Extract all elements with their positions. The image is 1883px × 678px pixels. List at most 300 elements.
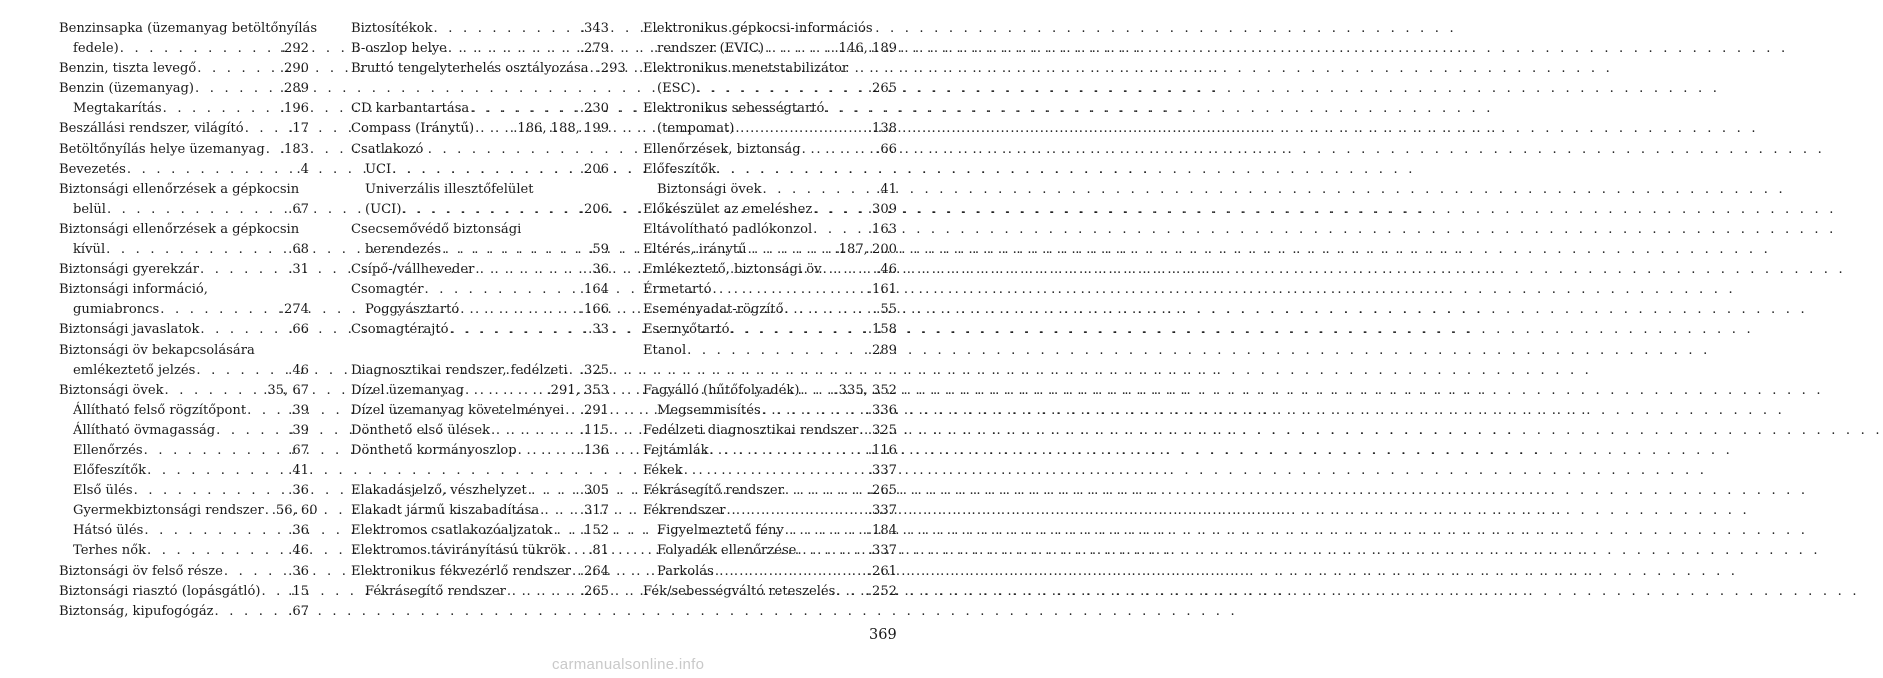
- index-entry: [643, 300, 897, 320]
- entry-text: UCI: [365, 161, 392, 177]
- index-subentry: [59, 99, 309, 119]
- index-subentry: [351, 300, 609, 320]
- index-subentry: [643, 119, 897, 139]
- dot-leader: [729, 320, 867, 340]
- index-entry: [643, 582, 897, 602]
- entry-page-ref: .309: [867, 201, 897, 217]
- entry-text: Fékek: [643, 463, 683, 479]
- dot-leader: [424, 280, 580, 300]
- index-subentry: [643, 39, 897, 59]
- entry-page-ref: .66: [876, 141, 897, 157]
- entry-text: Ellenőrzés: [73, 442, 143, 458]
- index-subentry: [59, 300, 309, 320]
- entry-text: Emlékeztető, biztonsági öv: [643, 262, 822, 278]
- entry-page-ref: .230: [579, 101, 609, 117]
- index-entry: [351, 19, 609, 39]
- entry-page-ref: .39: [288, 422, 309, 438]
- entry-text: Elektromos távirányítású tükrök: [351, 543, 566, 559]
- entry-text: (ESC): [657, 81, 696, 97]
- entry-text: Fedélzeti diagnosztikai rendszer: [643, 422, 859, 438]
- entry-text: Fékrásegítő rendszer: [365, 583, 506, 599]
- entry-text: Biztonsági öv felső része: [59, 563, 223, 579]
- entry-page-ref: .67: [288, 442, 309, 458]
- dot-leader: [133, 481, 289, 501]
- index-entry: [59, 381, 309, 401]
- entry-page-ref: .36: [588, 262, 609, 278]
- dot-leader: [447, 39, 580, 59]
- index-heading: Elektronikus menetstabilizátor: [643, 61, 849, 77]
- index-subentry: [643, 180, 897, 200]
- index-subentry: [643, 521, 897, 541]
- entry-page-ref: .184: [867, 523, 897, 539]
- dot-leader: [433, 19, 580, 39]
- entry-page-ref: .33: [588, 322, 609, 338]
- entry-text: Biztonság, kipufogógáz: [59, 603, 214, 619]
- index-entry: [351, 260, 609, 280]
- dot-leader: [474, 260, 588, 280]
- dot-leader: [696, 79, 868, 99]
- index-subentry: [59, 401, 309, 421]
- entry-text: (UCI): [365, 201, 402, 217]
- dot-leader: [260, 582, 288, 602]
- entry-text: (tempomat): [657, 121, 735, 137]
- entry-text: gumiabroncs: [73, 302, 160, 318]
- index-subentry: [59, 461, 309, 481]
- dot-leader: [571, 562, 580, 582]
- dot-leader: [711, 280, 867, 300]
- index-entry: [351, 401, 609, 421]
- index-column-3: [643, 19, 897, 602]
- index-entry: [351, 119, 609, 139]
- index-entry: [351, 441, 609, 461]
- index-entry: [59, 320, 309, 340]
- index-heading: Biztonsági ellenőrzések a gépkocsin: [59, 221, 300, 237]
- watermark: carmanualsonline.info: [552, 656, 705, 673]
- entry-text: Gyermekbiztonsági rendszer: [73, 503, 264, 519]
- index-entry: [351, 99, 609, 119]
- index-subentry: [59, 39, 309, 59]
- index-heading: Előfeszítők: [643, 161, 717, 177]
- dot-leader: [264, 501, 272, 521]
- entry-text: belül: [73, 201, 106, 217]
- entry-text: Megsemmisítés: [657, 402, 761, 418]
- entry-text: Csípő-/vállheveder: [351, 262, 475, 278]
- index-subentry: [643, 79, 897, 99]
- index-heading: Csecsemővédő biztonsági: [351, 221, 522, 237]
- entry-text: berendezés: [365, 242, 442, 258]
- entry-text: Poggyásztartó: [365, 302, 460, 318]
- entry-page-ref: .56, 60: [271, 503, 318, 519]
- dot-leader: [764, 39, 834, 59]
- entry-page-ref: .274: [279, 302, 309, 318]
- entry-page-ref: .335, 352: [834, 382, 897, 398]
- dot-leader: [784, 481, 868, 501]
- index-entry: [643, 260, 897, 280]
- dot-leader: [441, 240, 588, 260]
- section-gap: [643, 361, 897, 381]
- entry-text: Benzin (üzemanyag): [59, 81, 195, 97]
- index-heading: Biztonsági öv bekapcsolására: [59, 342, 255, 358]
- entry-text: Csomagtér: [351, 282, 424, 298]
- entry-page-ref: .183: [279, 141, 309, 157]
- entry-page-ref: .41: [876, 181, 897, 197]
- entry-page-ref: .343: [579, 21, 609, 36]
- index-entry: [351, 521, 609, 541]
- dot-leader: [194, 79, 280, 99]
- dot-leader: [734, 119, 867, 139]
- entry-text: Betöltőnyílás helye üzemanyag: [59, 141, 265, 157]
- entry-page-ref: .337: [867, 503, 897, 519]
- dot-leader: [761, 401, 868, 421]
- entry-text: emlékeztető jelzés: [73, 362, 196, 378]
- entry-text: Eseményadat-rögzítő: [643, 302, 784, 318]
- entry-page-ref: .163: [867, 221, 897, 237]
- dot-leader: [714, 562, 868, 582]
- entry-page-ref: .196: [279, 101, 309, 117]
- entry-page-ref: .305: [579, 483, 609, 499]
- dot-leader: [119, 39, 280, 59]
- dot-leader: [214, 602, 289, 622]
- dot-leader: [265, 140, 280, 160]
- entry-text: Fék/sebességváltó reteszelés: [643, 583, 836, 599]
- index-entry: [351, 562, 609, 582]
- dot-leader: [539, 501, 580, 521]
- page-number: 369: [869, 627, 897, 643]
- index-subentry: [59, 541, 309, 561]
- index-entry: [59, 602, 309, 622]
- index-entry: [351, 39, 609, 59]
- dot-leader: [801, 140, 877, 160]
- entry-page-ref: .17: [288, 121, 309, 137]
- entry-text: Esernyőtartó: [643, 322, 730, 338]
- entry-page-ref: .290: [279, 61, 309, 77]
- entry-page-ref: .336: [867, 402, 897, 418]
- entry-text: Fejtámlák: [643, 442, 709, 458]
- entry-page-ref: .291, 353: [546, 382, 609, 398]
- dot-leader: [589, 59, 597, 79]
- entry-page-ref: .67: [288, 603, 309, 619]
- index-column-2: [351, 19, 626, 602]
- index-entry: [351, 320, 609, 340]
- entry-text: Eltérés, iránytű: [643, 242, 747, 258]
- dot-leader: [527, 481, 580, 501]
- dot-leader: [105, 240, 288, 260]
- entry-text: Etanol: [643, 342, 687, 358]
- entry-page-ref: .279: [579, 41, 609, 57]
- entry-text: Fékrásegítő rendszer: [643, 483, 784, 499]
- index-entry: [643, 381, 897, 401]
- dot-leader: [246, 401, 288, 421]
- entry-page-ref: .293: [596, 61, 626, 77]
- index-entry: [643, 220, 897, 240]
- entry-text: Dízel üzemanyag: [351, 382, 465, 398]
- section-gap: [351, 79, 609, 99]
- entry-page-ref: .116: [867, 442, 897, 458]
- index-heading: Csatlakozó: [351, 141, 424, 157]
- index-entry: [351, 421, 609, 441]
- index-entry: [351, 541, 609, 561]
- entry-page-ref: .15: [288, 583, 309, 599]
- dot-leader: [747, 240, 835, 260]
- section-gap: [351, 341, 609, 361]
- entry-text: Biztonsági javaslatok: [59, 322, 200, 338]
- entry-text: Elektromos csatlakozóaljzatok: [351, 523, 553, 539]
- entry-page-ref: .325: [579, 362, 609, 378]
- index-subentry: [643, 401, 897, 421]
- dot-leader: [449, 320, 589, 340]
- dot-leader: [215, 421, 288, 441]
- entry-text: Első ülés: [73, 483, 133, 499]
- index-entry: [643, 240, 897, 260]
- entry-page-ref: .261: [867, 563, 897, 579]
- dot-leader: [464, 381, 547, 401]
- entry-page-ref: .289: [867, 342, 897, 358]
- dot-leader: [159, 300, 280, 320]
- index-entry: [643, 501, 897, 521]
- entry-text: Parkolás: [657, 563, 714, 579]
- index-entry: [643, 461, 897, 481]
- index-subentry: [351, 160, 609, 180]
- dot-leader: [469, 99, 580, 119]
- entry-text: Benzin, tiszta levegő: [59, 61, 197, 77]
- entry-page-ref: .138: [867, 121, 897, 137]
- entry-page-ref: .186, 188, 199: [513, 121, 609, 137]
- index-subentry: [643, 562, 897, 582]
- index-heading: Biztonsági információ,: [59, 282, 208, 298]
- dot-leader: [459, 300, 580, 320]
- entry-page-ref: .164: [579, 282, 609, 298]
- entry-text: Biztonsági övek: [59, 382, 164, 398]
- entry-text: Diagnosztikai rendszer, fedélzeti: [351, 362, 568, 378]
- entry-page-ref: .337: [867, 543, 897, 559]
- index-subentry: [351, 582, 609, 602]
- entry-text: Dízel üzemanyag követelményei: [351, 402, 565, 418]
- index-entry: [351, 481, 609, 501]
- dot-leader: [564, 401, 580, 421]
- index-subentry: [59, 501, 318, 521]
- entry-text: Fékrendszer: [643, 503, 726, 519]
- dot-leader: [783, 300, 876, 320]
- entry-page-ref: .337: [867, 463, 897, 479]
- entry-page-ref: .187, 200: [834, 242, 897, 258]
- entry-page-ref: .46: [876, 262, 897, 278]
- index-subentry: [59, 240, 309, 260]
- entry-text: Dönthető első ülések: [351, 422, 491, 438]
- index-entry: [643, 320, 897, 340]
- entry-page-ref: .152: [579, 523, 609, 539]
- entry-text: Eltávolítható padlókonzol: [643, 221, 813, 237]
- entry-page-ref: .292: [279, 41, 309, 57]
- index-entry: [351, 280, 609, 300]
- entry-text: Megtakarítás: [73, 101, 162, 117]
- entry-page-ref: .291: [579, 402, 609, 418]
- entry-text: Biztonsági övek: [657, 181, 762, 197]
- dot-leader: [195, 361, 288, 381]
- entry-text: Ellenőrzések, biztonság: [643, 141, 801, 157]
- dot-leader: [762, 180, 877, 200]
- index-entry: [351, 361, 609, 381]
- entry-page-ref: .161: [867, 282, 897, 298]
- entry-text: Figyelmeztető fény: [657, 523, 784, 539]
- entry-text: Terhes nők: [73, 543, 147, 559]
- index-entry: [59, 79, 309, 99]
- entry-text: Compass (Iránytű): [351, 121, 475, 137]
- entry-text: Bevezetés: [59, 161, 126, 177]
- dot-leader: [568, 361, 580, 381]
- entry-page-ref: .206: [579, 201, 609, 217]
- entry-page-ref: .55: [876, 302, 897, 318]
- dot-leader: [784, 521, 868, 541]
- entry-text: Állítható felső rögzítőpont: [73, 402, 247, 418]
- entry-page-ref: .4: [296, 161, 309, 177]
- index-entry: [643, 481, 897, 501]
- index-heading: Benzinsapka (üzemanyag betöltőnyílás: [59, 21, 318, 36]
- dot-leader: [223, 562, 288, 582]
- index-entry: [643, 200, 897, 220]
- dot-leader: [199, 320, 288, 340]
- entry-page-ref: .265: [579, 583, 609, 599]
- entry-page-ref: .289: [279, 81, 309, 97]
- entry-page-ref: .81: [588, 543, 609, 559]
- dot-leader: [401, 200, 579, 220]
- index-subentry: [59, 361, 309, 381]
- index-entry: [59, 119, 309, 139]
- entry-text: rendszer (EVIC): [657, 41, 765, 57]
- entry-page-ref: .136: [579, 442, 609, 458]
- index-entry: [643, 421, 897, 441]
- entry-text: Dönthető kormányoszlop: [351, 442, 517, 458]
- dot-leader: [858, 421, 867, 441]
- entry-text: kívül: [73, 242, 106, 258]
- dot-leader: [553, 521, 580, 541]
- entry-text: Elektronikus fékvezérlő rendszer: [351, 563, 571, 579]
- entry-page-ref: .35, 67: [263, 382, 309, 398]
- entry-text: Elakadt jármű kiszabadítása: [351, 503, 540, 519]
- entry-page-ref: .39: [288, 402, 309, 418]
- index-entry: [59, 562, 309, 582]
- index-column-1: [59, 19, 318, 622]
- entry-page-ref: .158: [867, 322, 897, 338]
- index-entry: [643, 280, 897, 300]
- dot-leader: [726, 501, 868, 521]
- index-subheading: Univerzális illesztőfelület: [365, 181, 534, 197]
- entry-page-ref: .115: [579, 422, 609, 438]
- section-gap: [351, 461, 609, 481]
- entry-text: Előfeszítők: [73, 463, 147, 479]
- entry-page-ref: .252: [867, 583, 897, 599]
- dot-leader: [812, 200, 868, 220]
- entry-text: fedele): [73, 41, 119, 57]
- dot-leader: [517, 441, 580, 461]
- dot-leader: [796, 541, 867, 561]
- entry-text: Folyadék ellenőrzése: [657, 543, 797, 559]
- entry-text: Elakadásjelző, vészhelyzet: [351, 483, 527, 499]
- dot-leader: [143, 521, 288, 541]
- index-subentry: [59, 421, 309, 441]
- index-subentry: [351, 240, 609, 260]
- dot-leader: [490, 421, 580, 441]
- index-entry: [643, 341, 897, 361]
- entry-text: Bruttó tengelyterhelés osztályozása: [351, 61, 589, 77]
- entry-page-ref: .206: [579, 161, 609, 177]
- entry-page-ref: .41: [288, 463, 309, 479]
- entry-text: Fagyálló (hűtőfolyadék): [643, 382, 800, 398]
- index-entry: [643, 441, 897, 461]
- dot-leader: [164, 381, 264, 401]
- dot-leader: [106, 200, 288, 220]
- entry-text: Biztosítékok: [351, 21, 433, 36]
- dot-leader: [244, 119, 288, 139]
- entry-page-ref: .265: [867, 483, 897, 499]
- dot-leader: [506, 582, 580, 602]
- entry-page-ref: .36: [288, 563, 309, 579]
- index-subentry: [59, 200, 309, 220]
- dot-leader: [799, 381, 834, 401]
- entry-text: Biztonsági riasztó (lopásgátló): [59, 583, 261, 599]
- entry-page-ref: .59: [588, 242, 609, 258]
- index-entry: [59, 260, 309, 280]
- dot-leader: [199, 260, 288, 280]
- entry-text: Biztonsági gyerekzár: [59, 262, 199, 278]
- index-subentry: [59, 441, 309, 461]
- index-subentry: [59, 521, 309, 541]
- entry-page-ref: .31: [288, 262, 309, 278]
- entry-page-ref: .264: [579, 563, 609, 579]
- dot-leader: [812, 220, 868, 240]
- entry-page-ref: .66: [288, 322, 309, 338]
- index-entry: [59, 59, 309, 79]
- entry-page-ref: .36: [288, 483, 309, 499]
- entry-page-ref: .67: [288, 201, 309, 217]
- dot-leader: [391, 160, 580, 180]
- dot-leader: [686, 341, 868, 361]
- index-subentry: [59, 481, 309, 501]
- entry-page-ref: .146, 189: [834, 41, 897, 57]
- entry-page-ref: .46: [288, 362, 309, 378]
- index-entry: [643, 140, 897, 160]
- index-subentry: [643, 541, 897, 561]
- entry-text: Állítható övmagasság: [73, 422, 216, 438]
- index-entry: [351, 501, 609, 521]
- dot-leader: [143, 441, 289, 461]
- entry-text: Csomagtérajtó: [351, 322, 449, 338]
- dot-leader: [474, 119, 513, 139]
- entry-page-ref: .325: [867, 422, 897, 438]
- dot-leader: [162, 99, 280, 119]
- index-entry: [351, 59, 626, 79]
- entry-page-ref: .317: [579, 503, 609, 519]
- entry-text: Beszállási rendszer, világító: [59, 121, 244, 137]
- entry-text: B-oszlop helye: [351, 41, 447, 57]
- dot-leader: [146, 461, 288, 481]
- index-heading: Elektronikus gépkocsi-információs: [643, 21, 873, 36]
- index-heading: Biztonsági ellenőrzések a gépkocsin: [59, 181, 300, 197]
- dot-leader: [146, 541, 288, 561]
- index-entry: [59, 140, 309, 160]
- entry-text: Előkészület az emeléshez: [643, 201, 813, 217]
- index-heading: Elektronikus sebességtartó: [643, 101, 825, 117]
- entry-text: Hátsó ülés: [73, 523, 144, 539]
- entry-text: Érmetartó: [643, 282, 712, 298]
- dot-leader: [835, 582, 867, 602]
- dot-leader: [126, 160, 297, 180]
- dot-leader: [566, 541, 588, 561]
- entry-page-ref: .46: [288, 543, 309, 559]
- dot-leader: [822, 260, 877, 280]
- dot-leader: [683, 461, 868, 481]
- entry-page-ref: .166: [579, 302, 609, 318]
- index-entry: [59, 160, 309, 180]
